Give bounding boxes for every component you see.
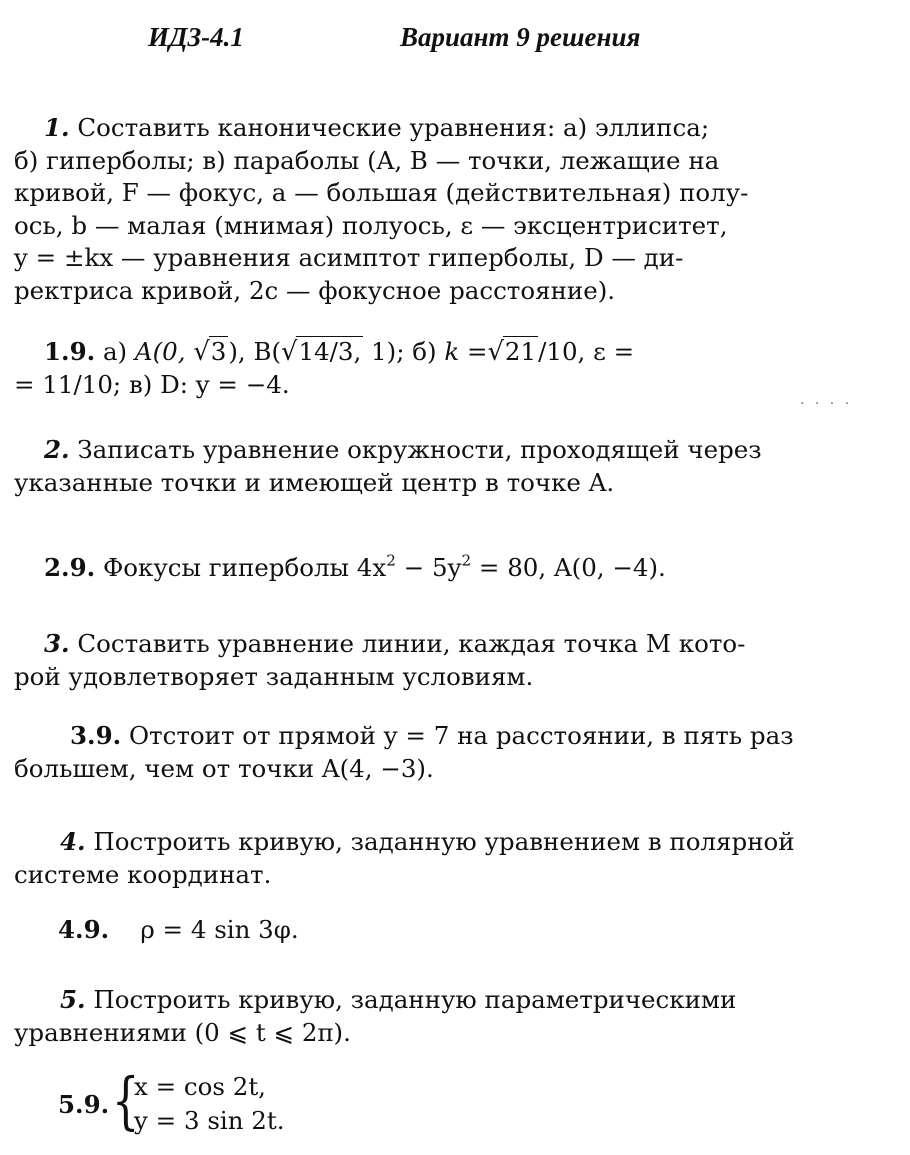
- task-4-number: 4.: [60, 827, 86, 856]
- task-3-9-line-1: 3.9. Отстоит от прямой y = 7 на расстоянии, в пять раз: [70, 721, 794, 750]
- task-3-number: 3.: [44, 629, 70, 658]
- task-5-number: 5.: [60, 985, 86, 1014]
- task-4-9: [14, 914, 870, 947]
- task-1-9-line-1: 1.9. а) A(0, √3), B(√14/3, 1); б) k =√21/10, ε =: [44, 337, 635, 367]
- task-2-line-1: 2. Записать уравнение окружности, проходящей через: [44, 435, 762, 464]
- task-5-9: [58, 1064, 458, 1142]
- task-1: [14, 112, 870, 307]
- task-1-line-6: ректриса кривой, 2c — фокусное расстояние).: [14, 275, 616, 305]
- task-5-9-number: 5.9.: [58, 1090, 110, 1119]
- task-4-9-number: 4.9.: [58, 915, 110, 944]
- scan-artifact: · · · ·: [800, 396, 853, 412]
- task-1-9: [14, 336, 870, 401]
- task-4-9-line: 4.9. ρ = 4 sin 3φ.: [58, 915, 299, 944]
- task-1-9-line-2: = 11/10; в) D: y = −4.: [14, 369, 290, 399]
- equation-y: y = 3 sin 2t.: [134, 1106, 285, 1135]
- task-3-9-number: 3.9.: [70, 721, 122, 750]
- assignment-code: ИДЗ-4.1: [148, 22, 244, 52]
- task-4-line-2: системе координат.: [14, 859, 272, 889]
- task-2-9-line: 2.9. Фокусы гиперболы $4x^2 - 5y^2 = 80$, A(0, −4).: [44, 551, 666, 582]
- task-4: [14, 826, 870, 891]
- task-4-line-1: 4. Построить кривую, заданную уравнением в полярной: [60, 827, 795, 856]
- sqrt-14-3: √14/3,: [281, 337, 362, 367]
- task-1-line-3: кривой, F — фокус, a — большая (действительная) полу-: [14, 178, 749, 207]
- task-1-line-4: ось, b — малая (мнимая) полуось, ε — эксцентриситет,: [14, 210, 728, 240]
- task-5: [14, 984, 870, 1049]
- task-2-line-2: указанные точки и имеющей центр в точке A.: [14, 467, 615, 497]
- system-brace: {: [111, 1064, 140, 1137]
- task-1-line-2: б) гиперболы; в) параболы (A, B — точки, лежащие на: [14, 145, 720, 175]
- task-3-9: [14, 720, 870, 785]
- equation-x: x = cos 2t,: [134, 1072, 266, 1101]
- sqrt-3: √3: [193, 337, 227, 367]
- sqrt-21: √21: [487, 337, 537, 367]
- task-3-line-2: рой удовлетворяет заданным условиям.: [14, 661, 534, 691]
- task-1-9-number: 1.9.: [44, 337, 96, 366]
- document-header: [0, 18, 910, 62]
- task-1-line-1: 1. Составить канонические уравнения: а) эллипса;: [44, 113, 710, 142]
- task-2-number: 2.: [44, 435, 70, 464]
- task-2-9: [14, 552, 870, 585]
- task-2: [14, 434, 870, 499]
- task-3-line-1: 3. Составить уравнение линии, каждая точка M кото-: [44, 629, 746, 658]
- task-3: [14, 628, 870, 693]
- task-5-line-1: 5. Построить кривую, заданную параметрическими: [60, 985, 737, 1014]
- task-3-9-line-2: большем, чем от точки A(4, −3).: [14, 753, 434, 783]
- task-2-9-number: 2.9.: [44, 553, 96, 582]
- task-1-line-5: y = ±kx — уравнения асимптот гиперболы, D — ди-: [14, 243, 684, 272]
- task-5-line-2: уравнениями (0 ⩽ t ⩽ 2π).: [14, 1017, 351, 1047]
- task-1-number: 1.: [44, 113, 70, 142]
- variant-title: Вариант 9 решения: [400, 22, 641, 52]
